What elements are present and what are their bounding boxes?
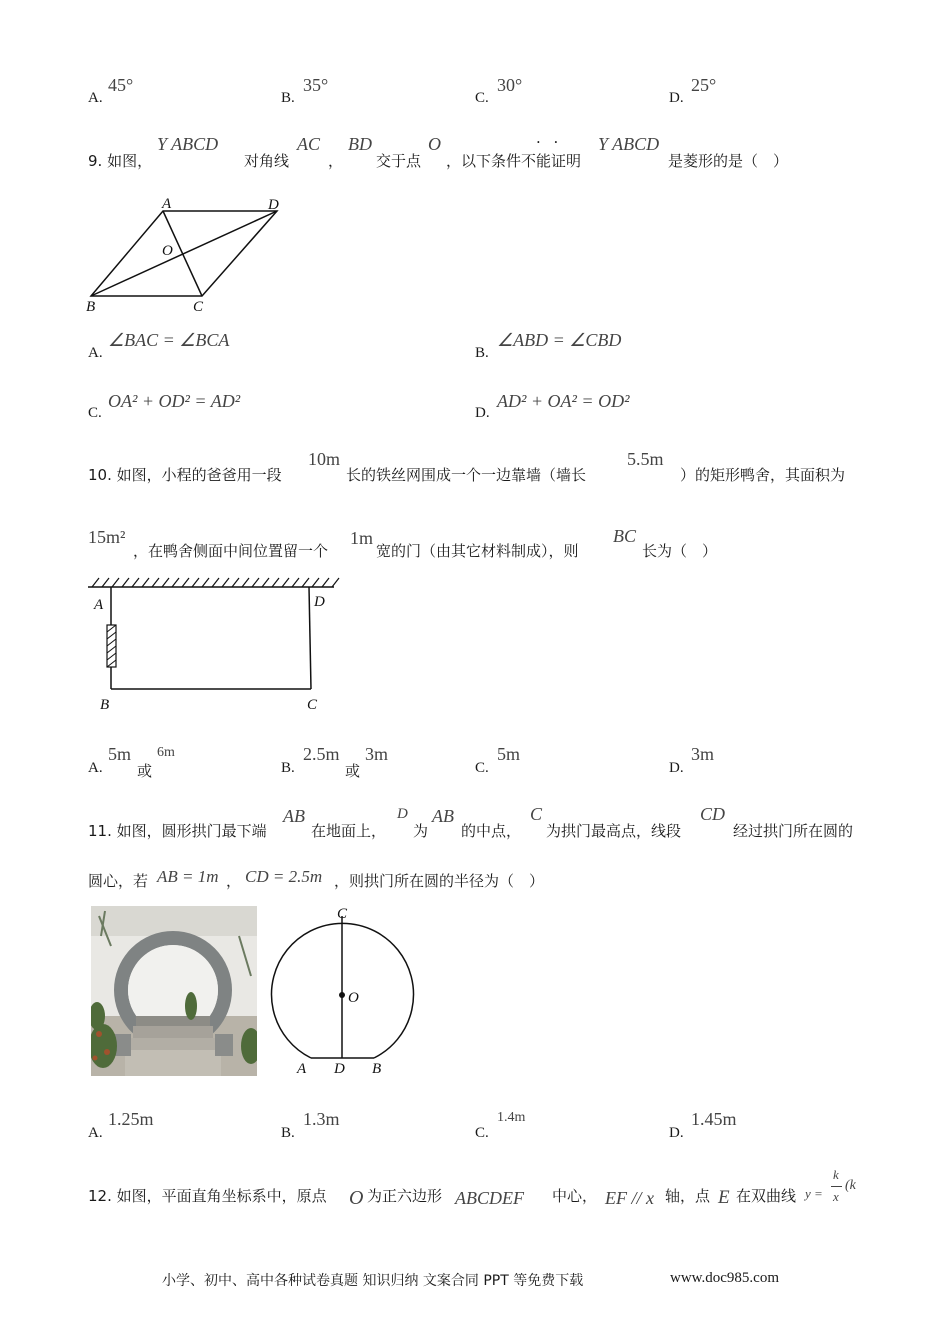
q11-text: 的中点， bbox=[461, 822, 522, 840]
q9-text: 是菱形的是（ ） bbox=[668, 152, 789, 170]
q10-text: ）的矩形鸭舍，其面积为 bbox=[680, 466, 846, 484]
footer-url[interactable]: www.doc985.com bbox=[670, 1270, 780, 1286]
q10-wall: 5.5m bbox=[627, 449, 664, 469]
q10-text: ，在鸭舍侧面中间位置留一个 bbox=[133, 542, 329, 560]
option-value: 35° bbox=[303, 75, 329, 95]
figure-label-a: A bbox=[94, 597, 104, 613]
option-value: AD² + OA² = OD² bbox=[497, 391, 630, 411]
q12-tail: (k bbox=[845, 1178, 856, 1193]
q9-bd: BD bbox=[348, 134, 372, 154]
figure-label-b: B bbox=[100, 697, 110, 713]
q9-prefix: 9. 如图， bbox=[88, 152, 153, 170]
option-label: A. bbox=[88, 90, 103, 106]
option-label: C. bbox=[475, 760, 489, 776]
figure-label-a: A bbox=[162, 196, 172, 212]
option-value: 1.4m bbox=[497, 1110, 526, 1125]
figure-label-c: C bbox=[307, 697, 318, 713]
q10-door: 1m bbox=[350, 528, 374, 548]
q11-text: 11. 如图，圆形拱门最下端 bbox=[88, 822, 267, 840]
q12-x: x bbox=[833, 1189, 839, 1204]
option-label: D. bbox=[669, 90, 684, 106]
q9-text: 交于点 bbox=[376, 152, 422, 170]
q11-ab: AB bbox=[283, 806, 305, 826]
option-value: 1.25m bbox=[108, 1109, 154, 1129]
option-value: 2.5m bbox=[303, 744, 340, 764]
q11-text: 在地面上， bbox=[311, 822, 387, 840]
option-value: 1.45m bbox=[691, 1109, 737, 1129]
moon-gate-photo bbox=[91, 906, 257, 1076]
option-value: OA² + OD² = AD² bbox=[108, 391, 241, 411]
q9-text: ，以下条件不能证明 bbox=[446, 152, 582, 170]
footer-text: 小学、初中、高中各种试卷真题 知识归纳 文案合同 PPT 等免费下载 bbox=[162, 1273, 584, 1289]
q11-condition: CD = 2.5m bbox=[245, 867, 323, 886]
q12-text: 中心， bbox=[552, 1187, 598, 1205]
q9-comma: ， bbox=[328, 152, 344, 170]
figure-label-d: D bbox=[268, 197, 279, 213]
q12-text: 在双曲线 bbox=[736, 1187, 797, 1205]
option-label: A. bbox=[88, 345, 103, 361]
q12-text: 轴，点 bbox=[665, 1187, 711, 1205]
q9-ac: AC bbox=[297, 134, 321, 154]
q12-y: y = bbox=[805, 1186, 823, 1201]
q11-text: ， bbox=[226, 872, 242, 890]
figure-label-b: B bbox=[86, 299, 96, 315]
q12-e: E bbox=[718, 1187, 730, 1208]
q11-ab: AB bbox=[432, 806, 454, 826]
q11-c: C bbox=[530, 804, 543, 824]
q10-length: 10m bbox=[308, 449, 341, 469]
option-label: A. bbox=[88, 1125, 103, 1141]
q11-cd: CD bbox=[700, 804, 726, 824]
q10-bc: BC bbox=[613, 526, 637, 546]
option-label: C. bbox=[88, 405, 102, 421]
option-label: B. bbox=[475, 345, 489, 361]
q12-k: k bbox=[833, 1167, 839, 1182]
q9-text: 对角线 bbox=[244, 152, 290, 170]
option-value: ∠BAC = ∠BCA bbox=[108, 330, 230, 350]
option-label: B. bbox=[281, 1125, 295, 1141]
q9-parallelogram: Y ABCD bbox=[157, 134, 219, 154]
option-label: D. bbox=[669, 760, 684, 776]
figure-label-o: O bbox=[162, 243, 173, 259]
q9-emphasis-dots: · · bbox=[536, 133, 563, 151]
figure-label-d: D bbox=[314, 594, 325, 610]
q12-text: 12. 如图，平面直角坐标系中，原点 bbox=[88, 1187, 327, 1205]
q11-text: 圆心，若 bbox=[88, 872, 149, 890]
figure-label-c: C bbox=[193, 299, 204, 315]
q9-o: O bbox=[428, 134, 441, 154]
option-value: 5m bbox=[108, 744, 132, 764]
q12-o: O bbox=[349, 1187, 364, 1209]
option-label: C. bbox=[475, 90, 489, 106]
option-value: 1.3m bbox=[303, 1109, 340, 1129]
option-label: B. bbox=[281, 760, 295, 776]
option-label: D. bbox=[475, 405, 490, 421]
option-value: 6m bbox=[157, 745, 175, 760]
q10-text: 宽的门（由其它材料制成），则 bbox=[376, 542, 579, 560]
option-value: ∠ABD = ∠CBD bbox=[497, 330, 622, 350]
figure-label-o: O bbox=[348, 990, 359, 1006]
option-label: B. bbox=[281, 90, 295, 106]
q12-text: 为正六边形 bbox=[367, 1187, 443, 1205]
q11-text: 经过拱门所在圆的 bbox=[733, 822, 854, 840]
figure-label-c: C bbox=[337, 906, 348, 922]
fraction-bar bbox=[831, 1186, 842, 1187]
option-value: 25° bbox=[691, 75, 717, 95]
q9-parallelogram: Y ABCD bbox=[598, 134, 660, 154]
option-value: 3m bbox=[365, 744, 389, 764]
option-label: D. bbox=[669, 1125, 684, 1141]
figure-label-b: B bbox=[372, 1061, 382, 1077]
option-value: 3m bbox=[691, 744, 715, 764]
option-label: A. bbox=[88, 760, 103, 776]
q10-text: 10. 如图，小程的爸爸用一段 bbox=[88, 466, 282, 484]
q9-parallelogram-figure bbox=[80, 190, 310, 320]
option-value: 5m bbox=[497, 744, 521, 764]
q12-hexagon: ABCDEF bbox=[455, 1188, 524, 1208]
q12-parallel: EF // x bbox=[605, 1188, 654, 1208]
figure-label-d: D bbox=[334, 1061, 345, 1077]
option-value: 30° bbox=[497, 75, 523, 95]
option-value: 45° bbox=[108, 75, 134, 95]
option-or: 或 bbox=[345, 762, 361, 780]
q11-arch-figure bbox=[262, 902, 422, 1082]
q11-text: 为拱门最高点，线段 bbox=[546, 822, 682, 840]
q11-text: 为 bbox=[413, 822, 429, 840]
q10-duck-pen-figure bbox=[84, 574, 344, 719]
q11-d: D bbox=[397, 806, 408, 822]
option-label: C. bbox=[475, 1125, 489, 1141]
figure-label-a: A bbox=[297, 1061, 307, 1077]
option-or: 或 bbox=[137, 762, 153, 780]
q10-text: 长为（ ） bbox=[642, 542, 718, 560]
q10-text: 长的铁丝网围成一个一边靠墙（墙长 bbox=[346, 466, 587, 484]
q10-area: 15m² bbox=[88, 527, 126, 547]
q11-condition: AB = 1m bbox=[157, 867, 219, 886]
q11-text: ，则拱门所在圆的半径为（ ） bbox=[334, 872, 545, 890]
